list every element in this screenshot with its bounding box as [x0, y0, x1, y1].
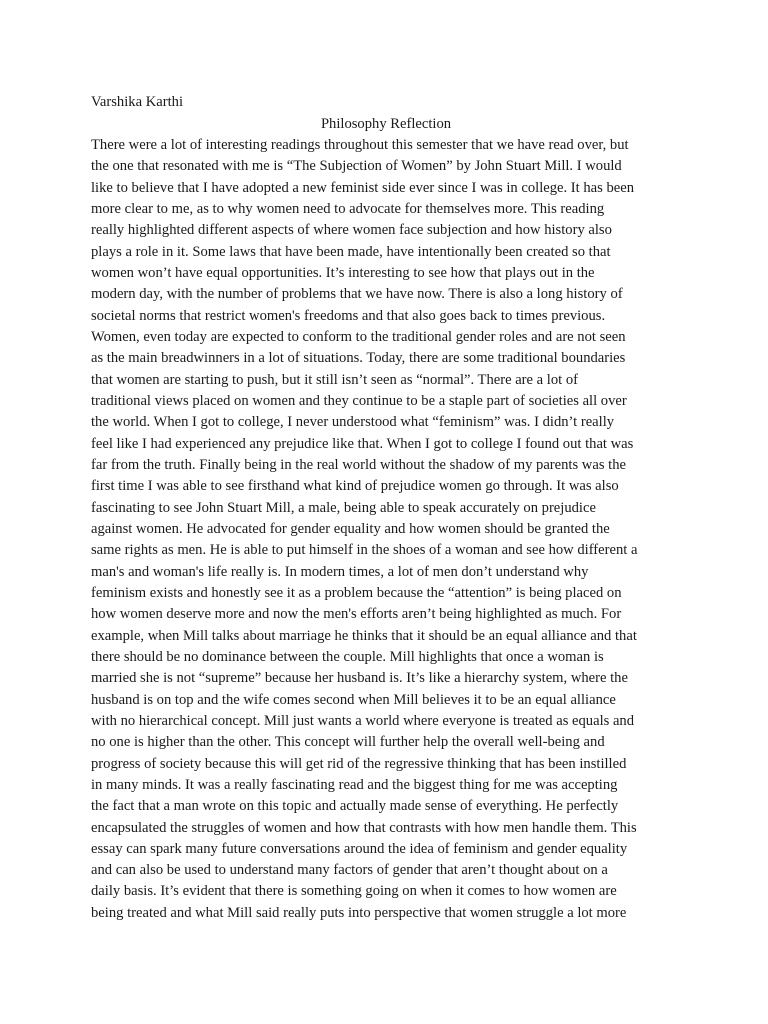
text-line: more clear to me, as to why women need to advocate for themselves more. This reading: [91, 200, 605, 217]
text-line: There were a lot of interesting readings throughout this semester that we have read over, but: [91, 137, 629, 153]
text-line: being treated and what Mill said really puts into perspective that women struggle a lot more: [91, 904, 627, 921]
text-line: societal norms that restrict women's freedoms and that also goes back to times previous.: [91, 307, 606, 324]
text-line: fascinating to see John Stuart Mill, a male, being able to speak accurately on prejudice: [91, 499, 596, 516]
text-line: in many minds. It was a really fascinating read and the biggest thing for me was accepting: [91, 776, 618, 793]
text-line: traditional views placed on women and they continue to be a staple part of societies all over: [91, 392, 627, 409]
text-line: the fact that a man wrote on this topic and actually made sense of everything. He perfectly: [91, 798, 619, 815]
text-line: plays a role in it. Some laws that have been made, have intentionally been created so that: [91, 243, 611, 260]
text-line: feel like I had experienced any prejudice like that. When I got to college I found out that was: [91, 435, 634, 452]
text-line: there should be no dominance between the couple. Mill highlights that once a woman is: [91, 648, 604, 665]
text-line: with no hierarchical concept. Mill just wants a world where everyone is treated as equals and: [91, 712, 635, 729]
text-line: daily basis. It’s evident that there is something going on when it comes to how women are: [91, 883, 617, 900]
text-line: modern day, with the number of problems that we have now. There is also a long history of: [91, 286, 623, 303]
text-line: no one is higher than the other. This concept will further help the overall well-being and: [91, 734, 605, 751]
text-line: against women. He advocated for gender equality and how women should be granted the: [91, 520, 610, 537]
text-line: the world. When I got to college, I never understood what “feminism” was. I didn’t really: [91, 414, 615, 431]
text-line: husband is on top and the wife comes second when Mill believes it to be an equal alliance: [91, 691, 616, 708]
text-line: feminism exists and honestly see it as a problem because the “attention” is being placed on: [91, 584, 622, 601]
essay-body: [91, 135, 691, 924]
text-line: essay can spark many future conversations around the idea of feminism and gender equality: [91, 840, 628, 857]
text-line: that women are starting to push, but it still isn’t seen as “normal”. There are a lot of: [91, 371, 579, 388]
text-line: far from the truth. Finally being in the real world without the shadow of my parents was the: [91, 456, 626, 473]
text-line: same rights as men. He is able to put himself in the shoes of a woman and see how different a: [91, 542, 638, 559]
text-line: married she is not “supreme” because her husband is. It’s like a hierarchy system, where the: [91, 670, 628, 687]
text-line: progress of society because this will get rid of the regressive thinking that has been instilled: [91, 755, 627, 772]
text-line: and can also be used to understand many factors of gender that aren’t thought about on a: [91, 862, 608, 879]
text-line: the one that resonated with me is “The Subjection of Women” by John Stuart Mill. I would: [91, 158, 622, 175]
text-line: man's and woman's life really is. In modern times, a lot of men don’t understand why: [91, 563, 589, 580]
author-name: Varshika Karthi: [91, 94, 183, 110]
text-line: women won’t have equal opportunities. It’s interesting to see how that plays out in the: [91, 264, 595, 281]
text-line: how women deserve more and now the men's efforts aren’t being highlighted as much. For: [91, 606, 622, 623]
text-line: as the main breadwinners in a lot of situations. Today, there are some traditional boundaries: [91, 350, 626, 367]
text-line: encapsulated the struggles of women and how that contrasts with how men handle them. This: [91, 819, 637, 836]
text-line: example, when Mill talks about marriage he thinks that it should be an equal alliance and that: [91, 627, 637, 644]
text-line: first time I was able to see firsthand what kind of prejudice women go through. It was also: [91, 478, 619, 495]
document-title: Philosophy Reflection: [320, 116, 452, 132]
text-line: like to believe that I have adopted a new feminist side ever since I was in college. It has been: [91, 179, 635, 196]
text-line: Women, even today are expected to conform to the traditional gender roles and are not seen: [91, 328, 626, 345]
text-line: really highlighted different aspects of where women face subjection and how history also: [91, 222, 612, 239]
